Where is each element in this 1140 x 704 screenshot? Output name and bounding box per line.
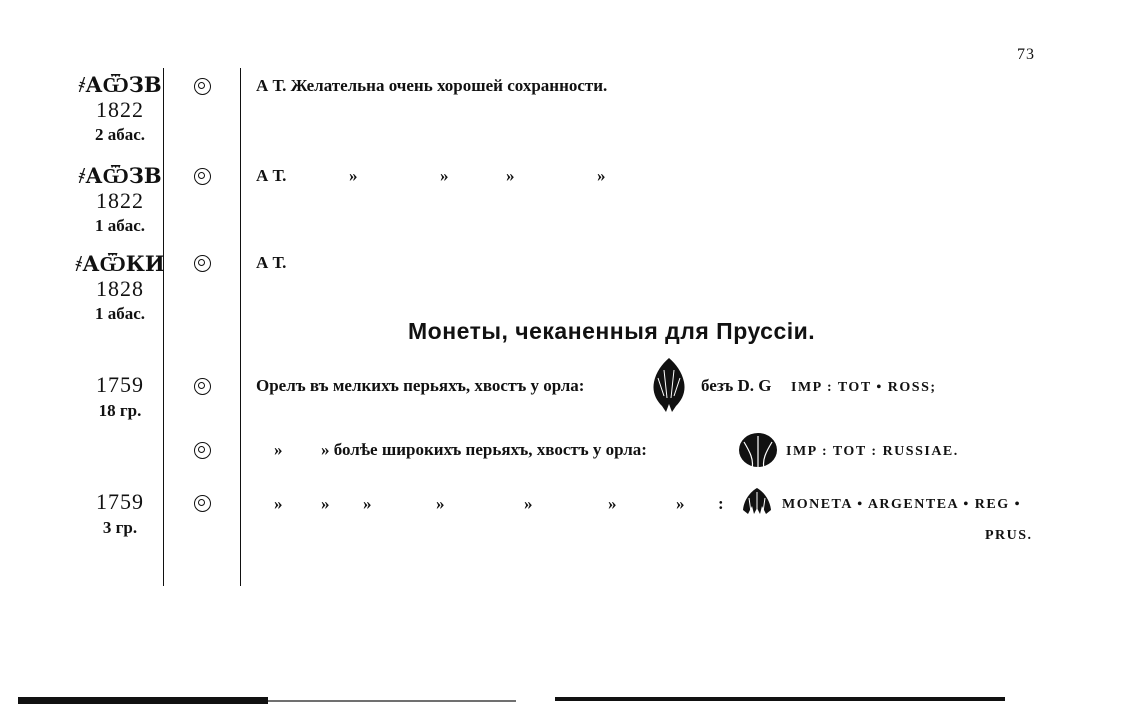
eagle-tail-broad-icon [736, 430, 780, 472]
eagle-tail-spread-icon [740, 486, 774, 516]
slavonic-date: ҂АѾЗВ [78, 72, 162, 97]
row-1-date [72, 74, 168, 146]
scan-edge-bar [555, 697, 1005, 701]
coin-circle-icon [194, 378, 211, 395]
ditto-mark: » [608, 494, 617, 513]
ditto-mark: » [363, 494, 372, 513]
scan-edge-bar [268, 700, 516, 702]
page-number: 73 [1017, 46, 1035, 63]
right-column-rule [240, 68, 241, 586]
year: 1828 [96, 276, 144, 301]
row-2-date [72, 165, 168, 237]
scan-edge-bar [18, 697, 268, 704]
ditto-mark: » [440, 166, 449, 185]
ditto-mark: » [506, 166, 515, 185]
ditto-mark: » [597, 166, 606, 185]
coin-circle-icon [194, 442, 211, 459]
prussia-row-3-date [72, 491, 168, 539]
row-1-text: А Т. Желательна очень хорошей сохранности. [256, 76, 608, 95]
groschen-note: 3 гр. [102, 518, 138, 537]
prussia-row-2-text: » болѣе широкихъ перьяхъ, хвостъ у орла: [321, 440, 647, 459]
legend-inscription: MONETA • ARGENTEA • REG • [782, 497, 1022, 512]
prussia-row-1-date [72, 374, 168, 422]
ditto-mark: » [321, 494, 330, 513]
ditto-mark: » [274, 494, 283, 513]
legend-inscription-continued: PRUS. [985, 528, 1033, 543]
year: 1759 [96, 489, 144, 514]
ditto-mark: » [524, 494, 533, 513]
abas-note: 1 абас. [94, 304, 146, 323]
ditto-mark: » [274, 440, 283, 459]
slavonic-date: ҂АѾКИ [75, 251, 165, 276]
slavonic-date: ҂АѾЗВ [78, 163, 162, 188]
coin-circle-icon [194, 255, 211, 272]
row-3-date [72, 253, 168, 325]
abas-note: 2 абас. [94, 125, 146, 144]
ditto-mark: » [676, 494, 685, 513]
prussia-row-1-text: Орелъ въ мелкихъ перьяхъ, хвостъ у орла: [256, 376, 585, 395]
row-2-text: А Т. [256, 166, 287, 185]
coin-circle-icon [194, 495, 211, 512]
ditto-mark: » [349, 166, 358, 185]
year: 1822 [96, 97, 144, 122]
year: 1822 [96, 188, 144, 213]
colon-mark: : [718, 494, 724, 513]
ditto-mark: » [436, 494, 445, 513]
groschen-note: 18 гр. [98, 401, 142, 420]
legend-inscription: IMP : TOT : RUSSIAE. [786, 444, 959, 459]
prussia-row-1-suffix: безъ D. G [701, 376, 772, 395]
abas-note: 1 абас. [94, 216, 146, 235]
coin-circle-icon [194, 168, 211, 185]
legend-inscription: IMP : TOT • ROSS; [791, 380, 937, 395]
section-heading: Монеты, чеканенныя для Пруссіи. [408, 318, 816, 344]
eagle-tail-narrow-icon [648, 356, 690, 414]
coin-circle-icon [194, 78, 211, 95]
row-3-text: А Т. [256, 253, 287, 272]
year: 1759 [96, 372, 144, 397]
